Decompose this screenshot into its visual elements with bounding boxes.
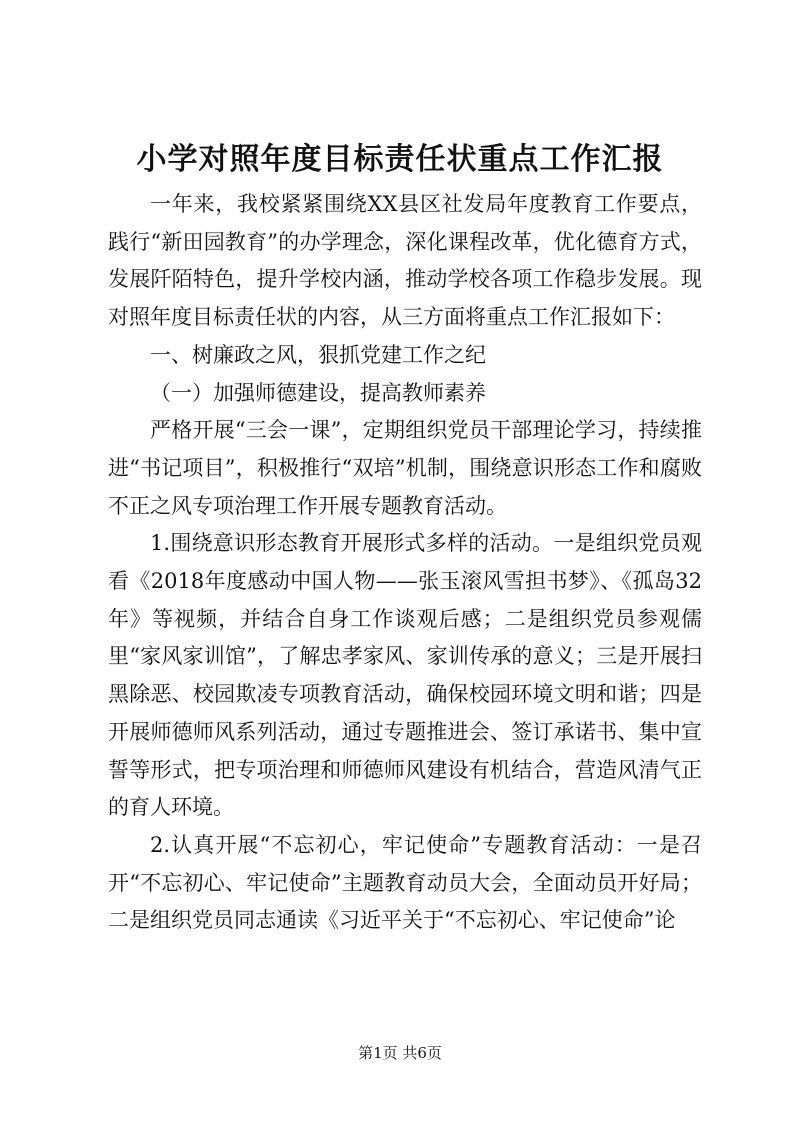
paragraph-item-1: 1.围绕意识形态教育开展形式多样的活动。一是组织党员观看《2018年度感动中国人物——张玉滚风雪担书梦》、《孤岛32年》等视频，并结合自身工作谈观后感；二是组织党员参观儒里“家风家训馆”，了解忠孝家风、家训传承的意义；三是开展扫黑除恶、校园欺凌专项教育活动，确保校园环境文明和谐；四是开展师德师风系列活动，通过专题推进会、签订承诺书、集中宣誓等形式，把专项治理和师德师风建设有机结合，营造风清气正的育人环境。	[108, 531, 702, 820]
document-body	[108, 186, 702, 940]
section-heading: 一、树廉政之风，狠抓党建工作之纪	[150, 342, 486, 367]
subsection-heading: （一）加强师德建设，提高教师素养	[150, 380, 486, 405]
document-title: 小学对照年度目标责任状重点工作汇报	[136, 142, 664, 177]
page-number-footer: 第1页 共6页	[358, 1044, 442, 1062]
paragraph-intro: 一年来，我校紧紧围绕XX县区社发局年度教育工作要点，践行“新田园教育”的办学理念，深化课程改革，优化德育方式，发展阡陌特色，提升学校内涵，推动学校各项工作稳步发展。现对照年度目标责任状的内容，从三方面将重点工作汇报如下：	[108, 192, 702, 330]
paragraph-item-2: 2.认真开展“不忘初心，牢记使命”专题教育活动：一是召开“不忘初心、牢记使命”主题教育动员大会，全面动员开好局；二是组织党员同志通读《习近平关于“不忘初心、牢记使命”论	[108, 832, 702, 933]
paragraph-overview: 严格开展“三会一课”，定期组织党员干部理论学习，持续推进“书记项目”，积极推行“双培”机制，围绕意识形态工作和腐败不正之风专项治理工作开展专题教育活动。	[108, 418, 702, 518]
